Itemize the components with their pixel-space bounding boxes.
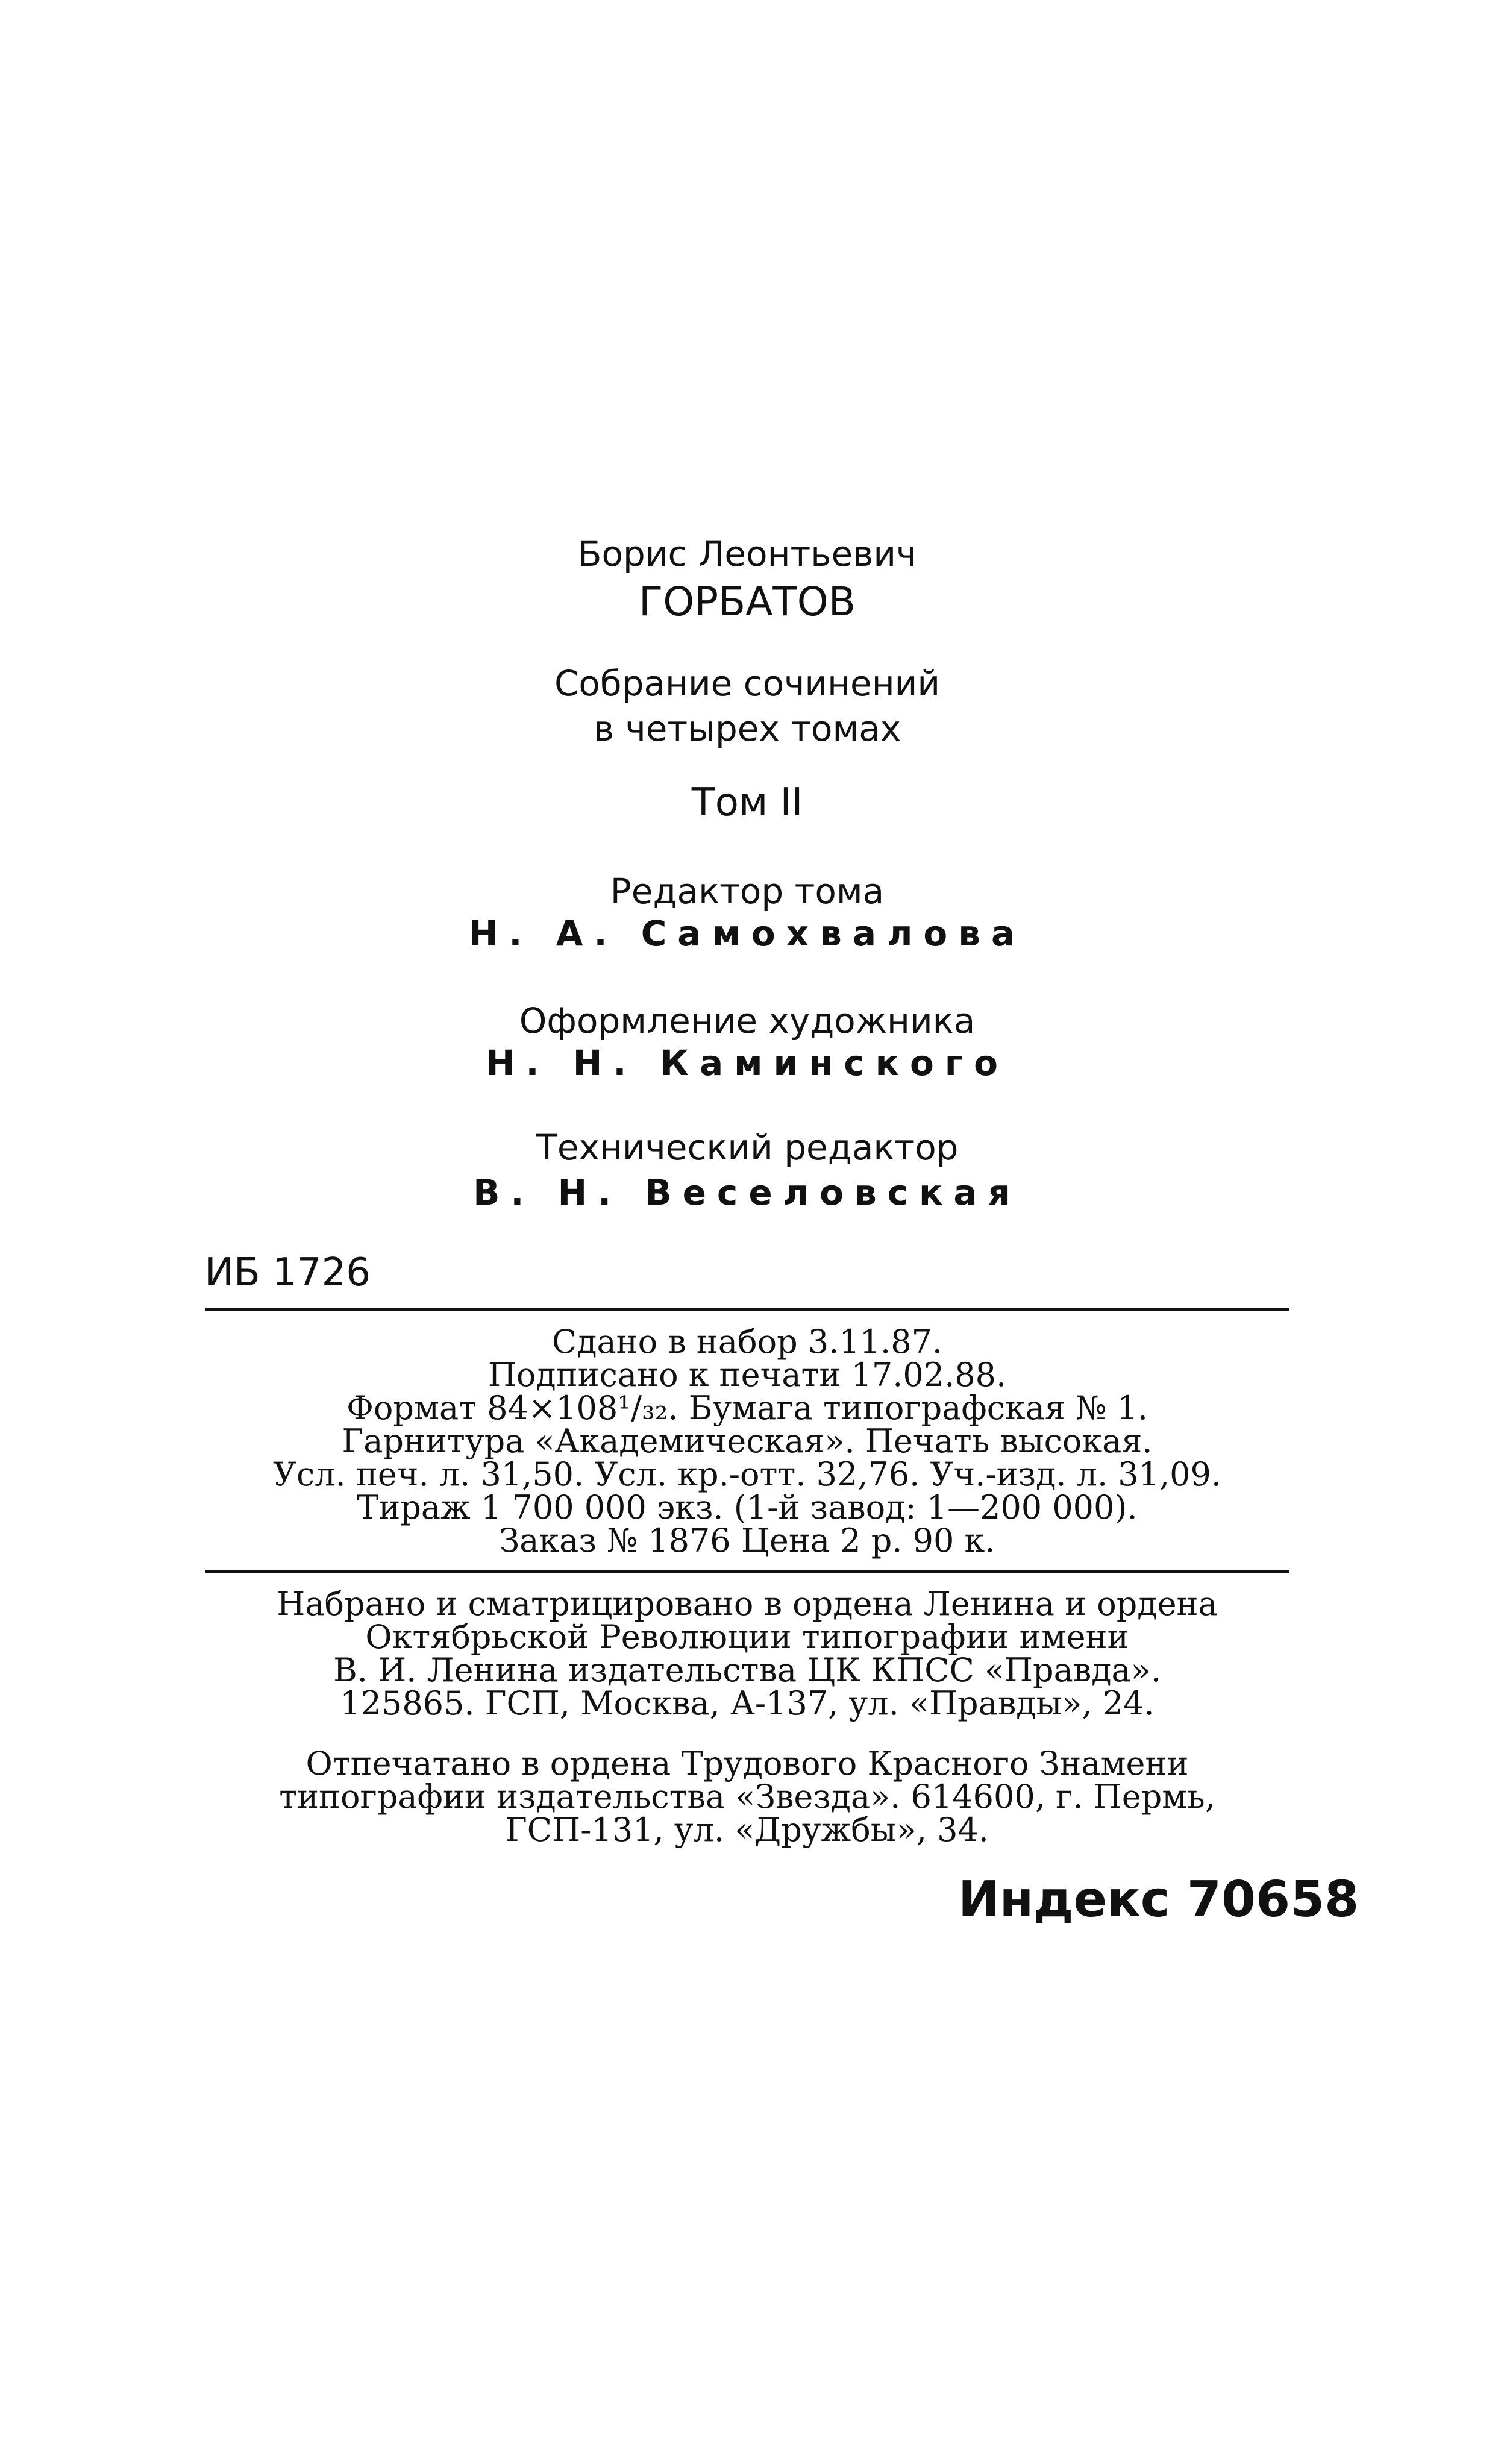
printer-line: Набрано и сматрицировано в ордена Ленина и ордена [277, 1585, 1218, 1623]
bottom-rule [205, 1570, 1289, 1573]
collection-title-line1: Собрание сочинений [554, 663, 941, 704]
editor-name: Н. А. Самохвалова [468, 913, 1026, 954]
author-name: Борис Леонтьевич [577, 533, 917, 574]
printer-line: Отпечатано в ордена Трудового Красного Знамени [306, 1745, 1189, 1782]
printer-line: 125865. ГСП, Москва, А-137, ул. «Правды», 24. [340, 1684, 1155, 1722]
volume-number: Том II [691, 780, 803, 825]
editor-role: Редактор тома [610, 871, 885, 912]
collection-title-line2: в четырех томах [593, 708, 901, 749]
imprint-line: Подписано к печати 17.02.88. [487, 1356, 1007, 1394]
ib-number: ИБ 1726 [205, 1250, 371, 1295]
imprint-line: Сдано в набор 3.11.87. [551, 1323, 943, 1361]
tech-editor-role: Технический редактор [536, 1127, 959, 1168]
imprint-line: Тираж 1 700 000 экз. (1-й завод: 1—200 000). [357, 1488, 1138, 1526]
index-label: Индекс 70658 [958, 1871, 1359, 1928]
imprint-line: Гарнитура «Академическая». Печать высокая. [342, 1422, 1153, 1460]
imprint-line: Усл. печ. л. 31,50. Усл. кр.-отт. 32,76. Уч.-изд. л. 31,09. [272, 1455, 1222, 1493]
designer-name: Н. Н. Каминского [486, 1042, 1009, 1083]
printer-line: ГСП-131, ул. «Дружбы», 34. [506, 1811, 989, 1849]
printer-line: Октябрьской Революции типографии имени [365, 1618, 1129, 1656]
designer-role: Оформление художника [519, 1000, 976, 1041]
top-rule [205, 1308, 1289, 1311]
author-surname: ГОРБАТОВ [639, 578, 856, 625]
tech-editor-name: В. Н. Веселовская [473, 1172, 1021, 1213]
printer-line: В. И. Ленина издательства ЦК КПСС «Правда». [333, 1651, 1161, 1689]
imprint-line: Формат 84×108¹/₃₂. Бумага типографская № 1. [346, 1389, 1148, 1427]
printer-line: типографии издательства «Звезда». 614600, г. Пермь, [279, 1778, 1215, 1816]
imprint-line: Заказ № 1876 Цена 2 р. 90 к. [499, 1522, 995, 1560]
